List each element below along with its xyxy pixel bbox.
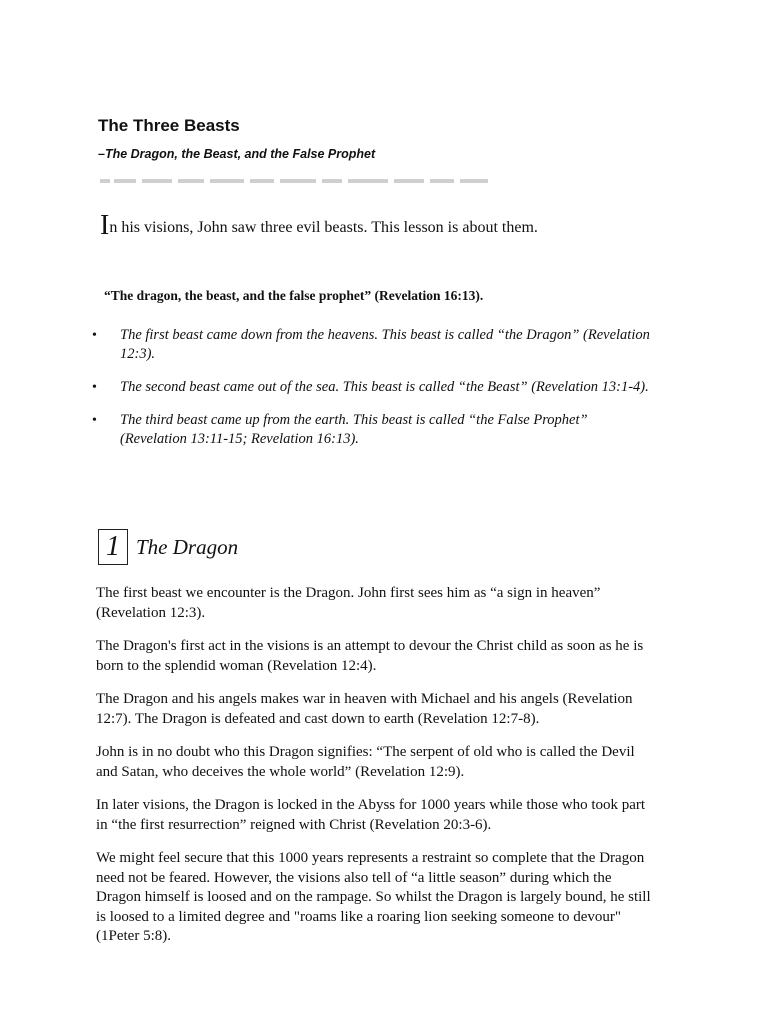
- intro-text: n his visions, John saw three evil beasts. This lesson is about them.: [109, 219, 538, 236]
- body-paragraph: The Dragon's first act in the visions is an attempt to devour the Christ child as soon as he is born to the splendid woman (Revelation 12:4).: [96, 638, 644, 674]
- section-heading: [98, 529, 238, 565]
- faded-illegible-line: [100, 176, 500, 189]
- document-subtitle: –The Dragon, the Beast, and the False Prophet: [98, 147, 376, 161]
- body-paragraph: We might feel secure that this 1000 years represents a restraint so complete that the Dragon need not be feared. However, the visions also tell of “a little season” during which the Dragon himself is loosed and on the rampage. So whilst the Dragon is largely bound, he still is loosed to a limited degree and "roams like a roaring lion seeking someone to devour" (1Peter 5:8).: [96, 850, 651, 944]
- list-item: [92, 411, 652, 449]
- beast-list: [92, 326, 652, 463]
- list-item-text: The first beast came down from the heavens. This beast is called “the Dragon” (Revelation 12:3).: [120, 327, 650, 362]
- intro-paragraph: [100, 212, 538, 240]
- bullet-icon: •: [92, 380, 97, 395]
- drop-cap: I: [100, 210, 110, 241]
- body-paragraph: In later visions, the Dragon is locked in the Abyss for 1000 years while those who took part in “the first resurrection” reigned with Christ (Revelation 20:3-6).: [96, 797, 646, 833]
- bullet-icon: •: [92, 328, 97, 343]
- list-item: [92, 326, 652, 364]
- bullet-icon: •: [92, 413, 97, 428]
- section-number-box: 1: [98, 529, 128, 565]
- body-paragraph: The first beast we encounter is the Dragon. John first sees him as “a sign in heaven” (Revelation 12:3).: [96, 585, 601, 621]
- document-title: The Three Beasts: [98, 116, 240, 135]
- body-paragraph: John is in no doubt who this Dragon signifies: “The serpent of old who is called the Devil and Satan, who deceives the whole world” (Revelation 12:9).: [96, 744, 635, 780]
- list-item: [92, 378, 652, 397]
- list-item-text: The second beast came out of the sea. This beast is called “the Beast” (Revelation 13:1-4).: [120, 379, 649, 395]
- list-item-text: The third beast came up from the earth. This beast is called “the False Prophet” (Revelation 13:11-15; Revelation 16:13).: [120, 412, 588, 447]
- body-paragraph: The Dragon and his angels makes war in heaven with Michael and his angels (Revelation 12:7). The Dragon is defeated and cast down to earth (Revelation 12:7-8).: [96, 691, 633, 727]
- section-body: [96, 584, 656, 961]
- key-quote: “The dragon, the beast, and the false prophet” (Revelation 16:13).: [104, 288, 484, 303]
- section-title: The Dragon: [136, 534, 239, 559]
- illegible-text-graphic: [100, 176, 500, 186]
